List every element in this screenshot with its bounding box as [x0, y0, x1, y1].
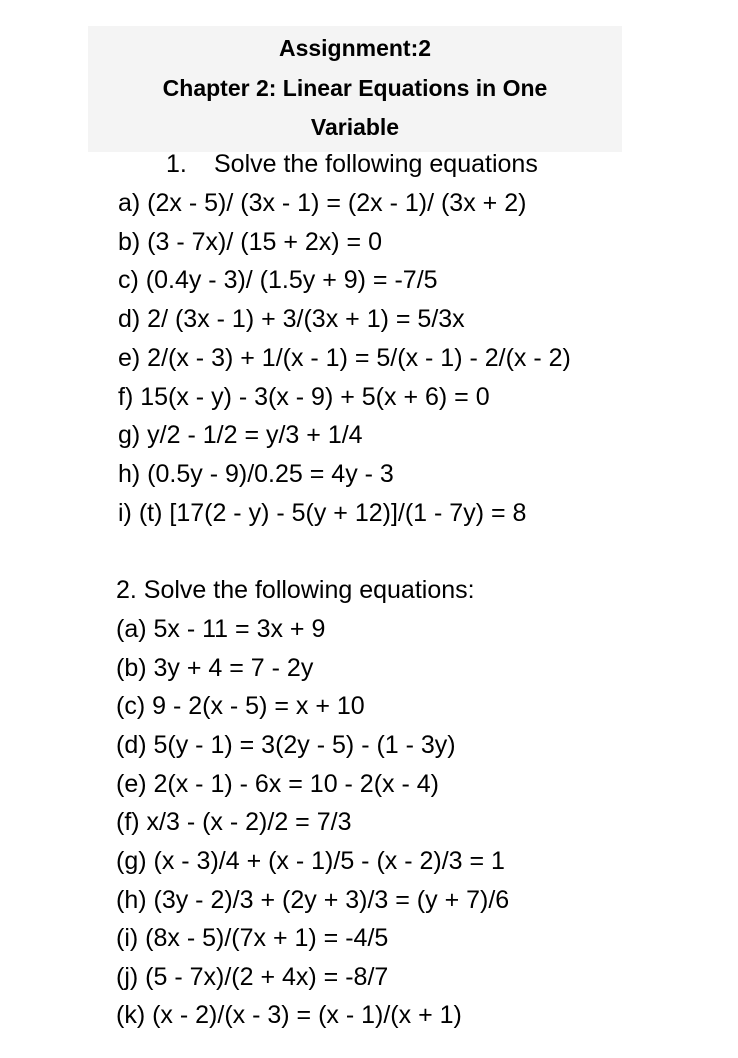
section1-item-e: e) 2/(x - 3) + 1/(x - 1) = 5/(x - 1) - 2/(x - 2) — [118, 344, 571, 372]
section2-item-f: (f) x/3 - (x - 2)/2 = 7/3 — [116, 808, 352, 836]
section2-item-i: (i) (8x - 5)/(7x + 1) = -4/5 — [116, 924, 389, 952]
section2-item-d: (d) 5(y - 1) = 3(2y - 5) - (1 - 3y) — [116, 731, 456, 759]
section2-item-g: (g) (x - 3)/4 + (x - 1)/5 - (x - 2)/3 = 1 — [116, 847, 505, 875]
section2-item-a: (a) 5x - 11 = 3x + 9 — [116, 615, 326, 643]
section1-item-b: b) (3 - 7x)/ (15 + 2x) = 0 — [118, 228, 382, 256]
assignment-title: Assignment:2 — [278, 35, 432, 61]
section1-item-g: g) y/2 - 1/2 = y/3 + 1/4 — [118, 421, 363, 449]
section2-item-c: (c) 9 - 2(x - 5) = x + 10 — [116, 692, 365, 720]
section2-item-j: (j) (5 - 7x)/(2 + 4x) = -8/7 — [116, 963, 389, 991]
section2-item-h: (h) (3y - 2)/3 + (2y + 3)/3 = (y + 7)/6 — [116, 886, 510, 914]
section1-item-h: h) (0.5y - 9)/0.25 = 4y - 3 — [118, 460, 394, 488]
section1-item-d: d) 2/ (3x - 1) + 3/(3x + 1) = 5/3x — [118, 305, 465, 333]
section2-item-b: (b) 3y + 4 = 7 - 2y — [116, 654, 314, 682]
section1-item-f: f) 15(x - y) - 3(x - 9) + 5(x + 6) = 0 — [118, 383, 490, 411]
chapter-title: Chapter 2: Linear Equations in One — [162, 75, 548, 101]
chapter-title-continued: Variable — [310, 114, 400, 140]
section1-heading-text: Solve the following equations — [214, 150, 538, 178]
section1-item-i: i) (t) [17(2 - y) - 5(y + 12)]/(1 - 7y) = 8 — [118, 499, 527, 527]
section1-heading — [166, 148, 538, 180]
section1-item-a: a) (2x - 5)/ (3x - 1) = (2x - 1)/ (3x + 2) — [118, 189, 527, 217]
section2-item-k: (k) (x - 2)/(x - 3) = (x - 1)/(x + 1) — [116, 1001, 462, 1029]
section1-number: 1. — [166, 150, 187, 178]
section2-item-e: (e) 2(x - 1) - 6x = 10 - 2(x - 4) — [116, 770, 439, 798]
section2-heading: 2. Solve the following equations: — [116, 576, 475, 604]
section1-item-c: c) (0.4y - 3)/ (1.5y + 9) = -7/5 — [118, 266, 438, 294]
